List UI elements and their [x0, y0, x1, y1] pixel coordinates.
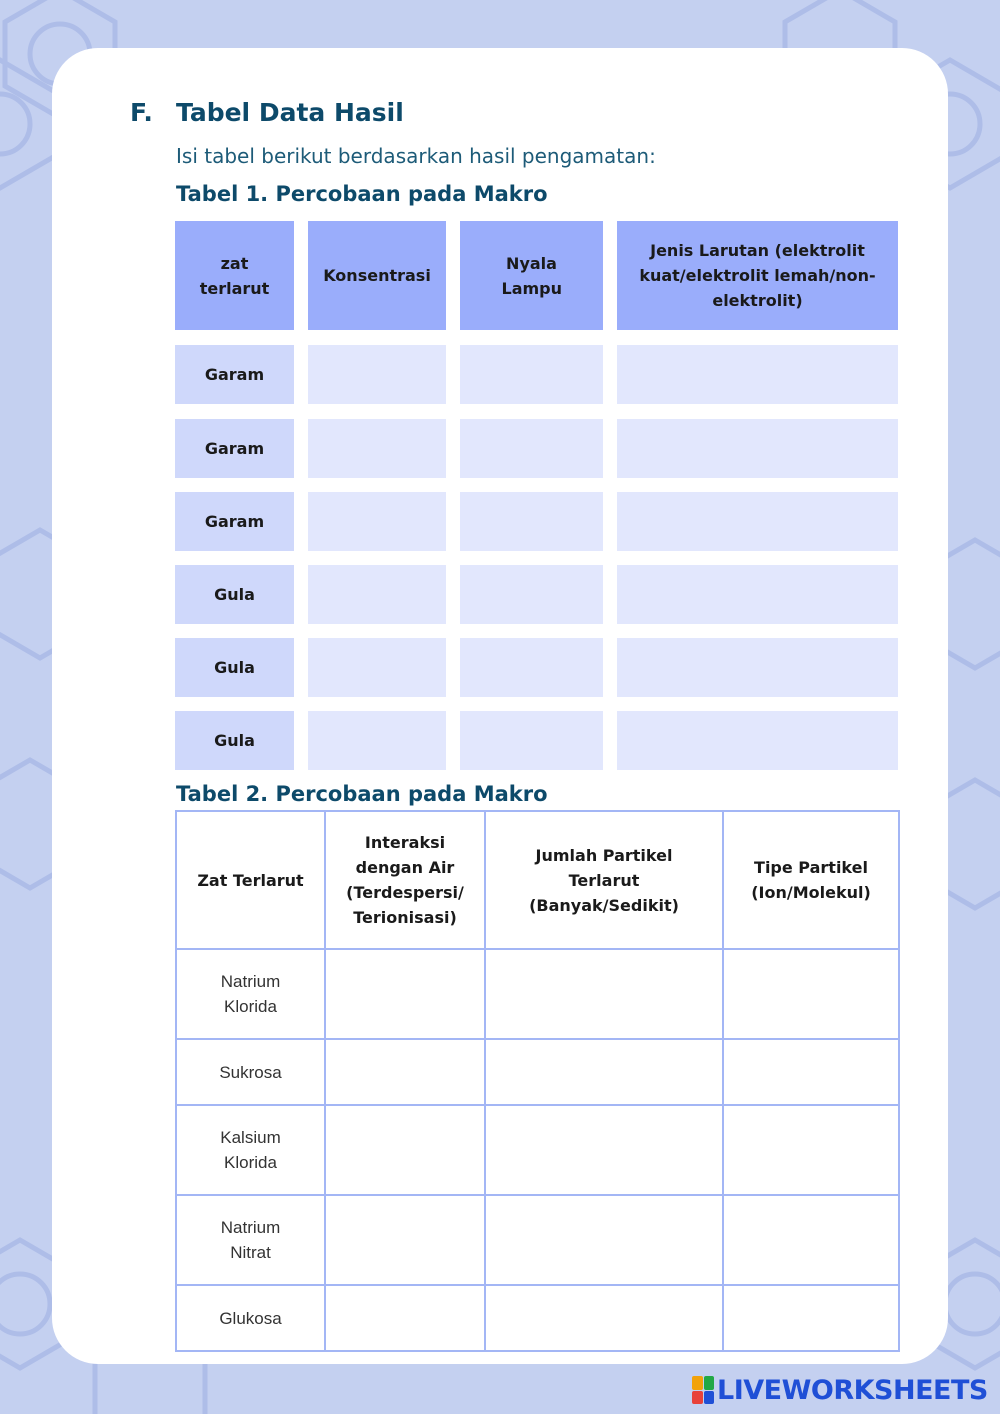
answer-cell[interactable]: [325, 949, 485, 1039]
table1-row-label: Gula: [175, 711, 294, 770]
answer-cell[interactable]: [325, 1195, 485, 1285]
table2-header-tipe-partikel: Tipe Partikel (Ion/Molekul): [723, 811, 899, 949]
answer-cell[interactable]: [723, 949, 899, 1039]
answer-cell[interactable]: [460, 638, 603, 697]
table1-row-label: Garam: [175, 492, 294, 551]
answer-cell[interactable]: [485, 949, 723, 1039]
answer-cell[interactable]: [460, 345, 603, 404]
answer-cell[interactable]: [485, 1039, 723, 1105]
answer-cell[interactable]: [460, 419, 603, 478]
table-row: [176, 1039, 899, 1105]
answer-cell[interactable]: [617, 492, 898, 551]
table-row: [176, 1105, 899, 1195]
liveworksheets-brand: [692, 1372, 988, 1408]
table1-row-label: Gula: [175, 638, 294, 697]
answer-cell[interactable]: [617, 345, 898, 404]
table2-caption: Tabel 2. Percobaan pada Makro: [176, 782, 548, 806]
answer-cell[interactable]: [617, 638, 898, 697]
answer-cell[interactable]: [308, 345, 446, 404]
table-row: [176, 949, 899, 1039]
answer-cell[interactable]: [485, 1285, 723, 1351]
answer-cell[interactable]: [325, 1285, 485, 1351]
table1-row-label: Gula: [175, 565, 294, 624]
table1-row-label: Garam: [175, 345, 294, 404]
answer-cell[interactable]: [723, 1105, 899, 1195]
table2-row-label: Natrium Nitrat: [176, 1195, 325, 1285]
answer-cell[interactable]: [460, 492, 603, 551]
table2: [175, 810, 900, 1352]
answer-cell[interactable]: [308, 565, 446, 624]
table2-row-label: Natrium Klorida: [176, 949, 325, 1039]
answer-cell[interactable]: [308, 711, 446, 770]
answer-cell[interactable]: [485, 1105, 723, 1195]
answer-cell[interactable]: [308, 492, 446, 551]
table2-header-jumlah-partikel: Jumlah Partikel Terlarut (Banyak/Sedikit): [485, 811, 723, 949]
brand-name: LIVEWORKSHEETS: [717, 1374, 988, 1406]
table-row: [176, 1285, 899, 1351]
table1-caption: Tabel 1. Percobaan pada Makro: [176, 182, 548, 206]
table1-header-nyala-lampu: Nyala Lampu: [460, 221, 603, 330]
table2-header-zat-terlarut: Zat Terlarut: [176, 811, 325, 949]
answer-cell[interactable]: [308, 638, 446, 697]
answer-cell[interactable]: [617, 565, 898, 624]
answer-cell[interactable]: [723, 1195, 899, 1285]
answer-cell[interactable]: [617, 711, 898, 770]
answer-cell[interactable]: [460, 711, 603, 770]
answer-cell[interactable]: [325, 1039, 485, 1105]
answer-cell[interactable]: [617, 419, 898, 478]
table1-row-label: Garam: [175, 419, 294, 478]
table2-row-label: Glukosa: [176, 1285, 325, 1351]
answer-cell[interactable]: [308, 419, 446, 478]
table2-header-interaksi: Interaksi dengan Air (Terdespersi/ Terionisasi): [325, 811, 485, 949]
answer-cell[interactable]: [723, 1039, 899, 1105]
answer-cell[interactable]: [723, 1285, 899, 1351]
instruction-text: Isi tabel berikut berdasarkan hasil pengamatan:: [176, 144, 656, 168]
table2-row-label: Sukrosa: [176, 1039, 325, 1105]
answer-cell[interactable]: [325, 1105, 485, 1195]
answer-cell[interactable]: [485, 1195, 723, 1285]
section-letter: F.: [130, 98, 153, 127]
table-row: [176, 1195, 899, 1285]
table1-header-konsentrasi: Konsentrasi: [308, 221, 446, 330]
table1-header-jenis-larutan: Jenis Larutan (elektrolit kuat/elektrolit lemah/non-elektrolit): [617, 221, 898, 330]
table2-row-label: Kalsium Klorida: [176, 1105, 325, 1195]
section-title: Tabel Data Hasil: [176, 98, 404, 127]
table1-header-zat-terlarut: zat terlarut: [175, 221, 294, 330]
liveworksheets-logo-icon: [692, 1376, 714, 1404]
answer-cell[interactable]: [460, 565, 603, 624]
